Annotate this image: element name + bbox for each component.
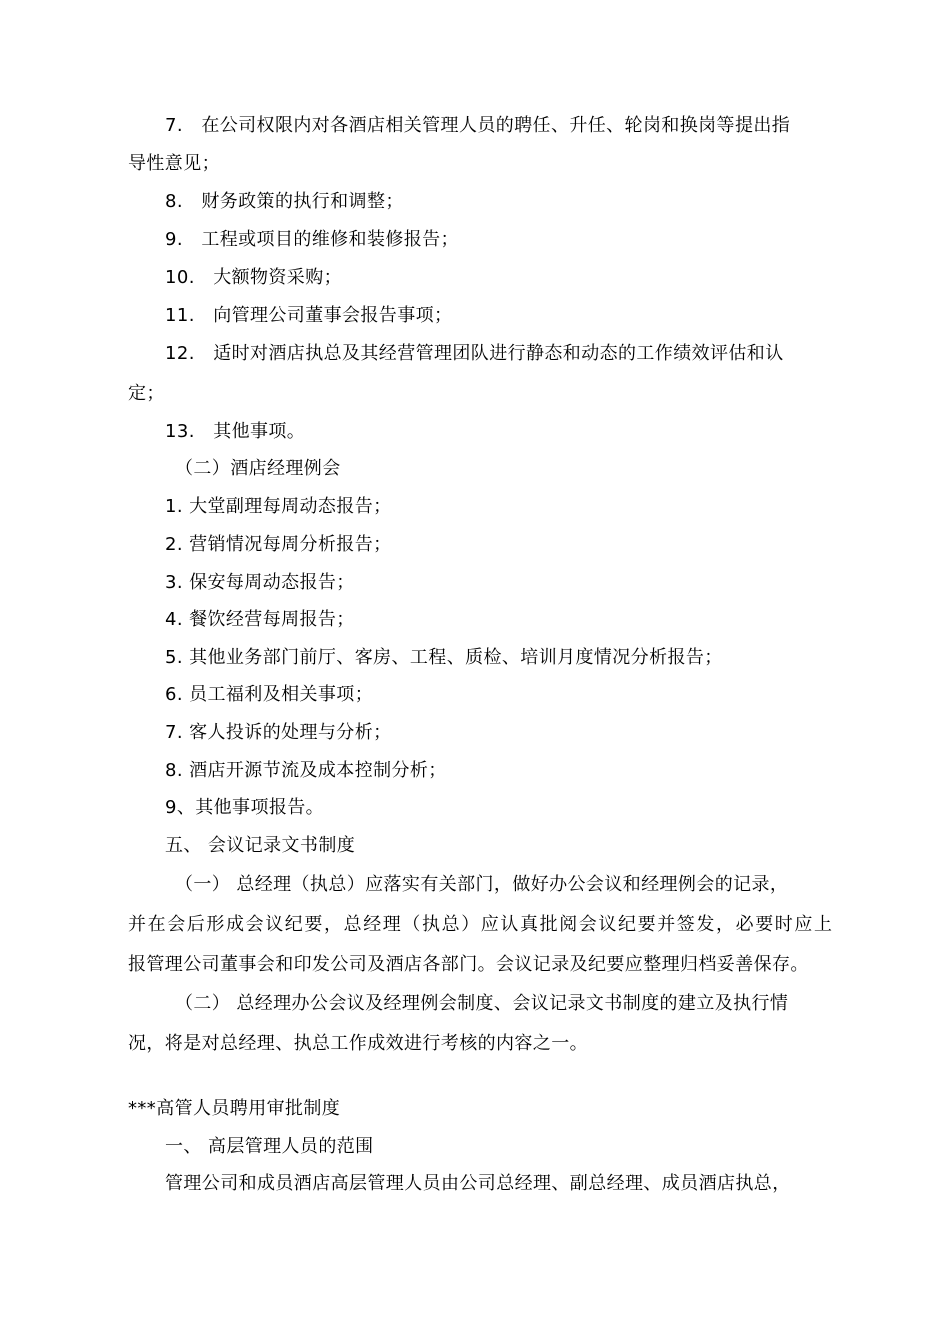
list-item-7-continuation: 导性意见； xyxy=(128,153,220,174)
paragraph-line: 报管理公司董事会和印发公司及酒店各部门。会议记录及纪要应整理归档妥善保存。 xyxy=(128,954,809,975)
list-item: 9、其他事项报告。 xyxy=(165,797,325,818)
list-item-7 xyxy=(165,114,790,138)
list-item-13 xyxy=(165,420,305,444)
item-text: 工程或项目的维修和装修报告； xyxy=(201,229,459,250)
item-text: 向管理公司董事会报告事项； xyxy=(213,305,453,326)
paragraph-line: （二） 总经理办公会议及经理例会制度、会议记录文书制度的建立及执行情 xyxy=(175,993,789,1014)
item-text: 大额物资采购； xyxy=(213,267,343,288)
list-item: 3. 保安每周动态报告； xyxy=(165,572,355,593)
list-item-10 xyxy=(165,266,342,290)
list-item-11 xyxy=(165,304,452,328)
paragraph-line: 并在会后形成会议纪要，总经理（执总）应认真批阅会议纪要并签发，必要时应上 xyxy=(128,914,834,935)
item-number: 10. xyxy=(165,267,195,288)
item-text: 在公司权限内对各酒店相关管理人员的聘任、升任、轮岗和换岗等提出指 xyxy=(201,115,791,136)
paragraph-line: 况，将是对总经理、执总工作成效进行考核的内容之一。 xyxy=(128,1033,588,1054)
paragraph-line: 管理公司和成员酒店高层管理人员由公司总经理、副总经理、成员酒店执总， xyxy=(165,1173,791,1194)
list-item-12-continuation: 定； xyxy=(128,383,165,404)
list-item-8 xyxy=(165,190,404,214)
document-heading: ***高管人员聘用审批制度 xyxy=(128,1098,341,1119)
item-number: 12. xyxy=(165,343,195,364)
list-item: 2. 营销情况每周分析报告； xyxy=(165,534,392,555)
list-item-9 xyxy=(165,228,459,252)
item-text: 财务政策的执行和调整； xyxy=(201,191,404,212)
item-text: 适时对酒店执总及其经营管理团队进行静态和动态的工作绩效评估和认 xyxy=(213,343,784,364)
list-item: 8. 酒店开源节流及成本控制分析； xyxy=(165,760,447,781)
item-number: 13. xyxy=(165,421,195,442)
section-title: 五、 会议记录文书制度 xyxy=(165,835,356,856)
list-item-12 xyxy=(165,342,784,366)
item-number: 8. xyxy=(165,191,183,212)
item-number: 7. xyxy=(165,115,183,136)
list-item: 5. 其他业务部门前厅、客房、工程、质检、培训月度情况分析报告； xyxy=(165,647,723,668)
item-text: 其他事项。 xyxy=(213,421,306,442)
list-item: 4. 餐饮经营每周报告； xyxy=(165,609,355,630)
list-item: 7. 客人投诉的处理与分析； xyxy=(165,722,392,743)
item-number: 9. xyxy=(165,229,183,250)
item-number: 11. xyxy=(165,305,195,326)
list-item: 6. 员工福利及相关事项； xyxy=(165,684,374,705)
subsection-title: （二）酒店经理例会 xyxy=(175,458,341,479)
list-item: 1. 大堂副理每周动态报告； xyxy=(165,496,392,517)
section-title: 一、 高层管理人员的范围 xyxy=(165,1136,374,1157)
paragraph-line: （一） 总经理（执总）应落实有关部门，做好办公会议和经理例会的记录， xyxy=(175,874,789,895)
